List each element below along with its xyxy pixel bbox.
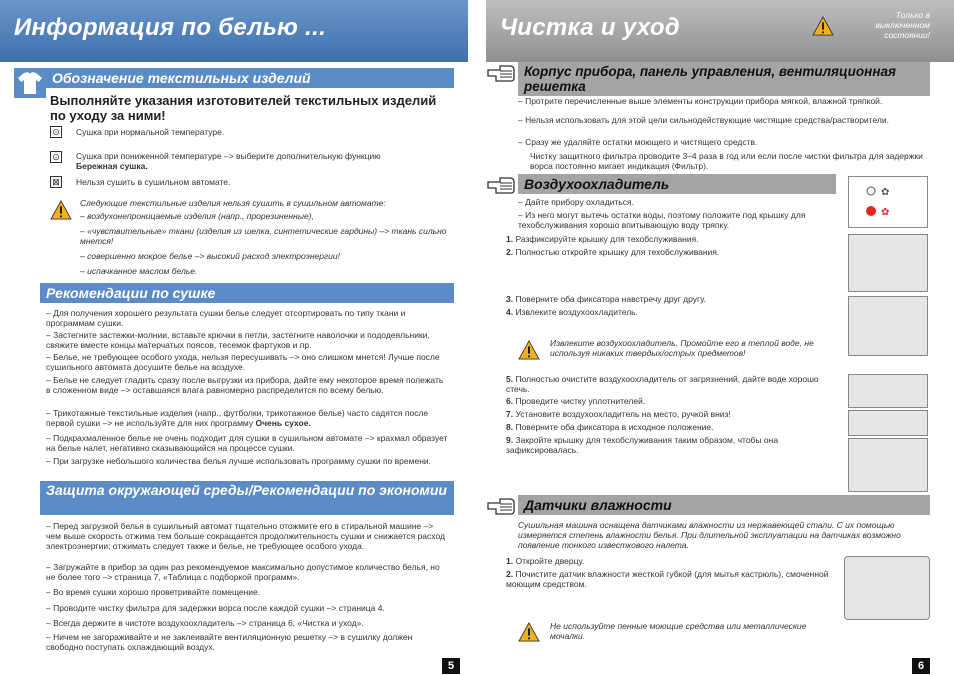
- header-note: Только в выключенном состоянии!: [875, 10, 930, 40]
- env-item: – Перед загрузкой белья в сушильный автомат тщательно отожмите его в стиральной машине –> чем выше скорость отжима тем больше сокращается продолжительность сушки и снижается расход электроэнергии; отжимать следует также и белье, не требующее особого ухода.: [46, 521, 445, 552]
- step: [506, 569, 836, 589]
- step-text: Полностью очистите воздухоохладитель от загрязнений, дайте воде хорошо стечь.: [506, 374, 819, 395]
- step-number: 9.: [506, 435, 514, 445]
- env-item: – Ничем не загораживайте и не заклеивайте вентиляционную решетку –> в сушилку должен свободно поступать охлаждающий воздух.: [46, 632, 413, 653]
- page-number: 5: [442, 658, 460, 674]
- step-text: Почистите датчик влажности жесткой губкой (для мытья кастрюль), смоченной моющим средством.: [506, 569, 829, 590]
- svg-text:✿: ✿: [881, 187, 890, 198]
- step-number: 5.: [506, 374, 514, 384]
- section-title-cooler: Воздухоохладитель: [518, 174, 836, 194]
- step-image-open-cover: [848, 234, 928, 292]
- step: [506, 556, 836, 566]
- step-number: 2.: [506, 247, 514, 257]
- right-page: [486, 0, 954, 675]
- drying-item: – Белье, не требующее особого ухода, нельзя пересушивать –> оно слишком мнется! Лучше после сушильного автомата досушите белье на воздухе.: [46, 352, 440, 373]
- step: [506, 422, 836, 432]
- env-item: – Всегда держите в чистоте воздухоохладитель –> страница 6, «Чистка и уход».: [46, 618, 364, 628]
- drying-item: – При загрузке небольшого количества белья лучше использовать программу сушки по времени.: [46, 456, 431, 466]
- symbol-text-4: Нельзя сушить в сушильном автомате.: [76, 177, 231, 187]
- warning-item: – «чувствительные» ткани (изделия из шелка, синтетические гардины) –> ткань сильно мнется!: [80, 226, 447, 247]
- step-number: 2.: [506, 569, 514, 579]
- sensor-intro: Сушильная машина оснащена датчиками влажности из нержавеющей стали. С их помощью измеряется степень влажности белья. При длительной эксплуатации на датчиках возможно появление тонкого известкового налета.: [518, 520, 901, 551]
- step-text: Проведите чистку уплотнителей.: [515, 396, 646, 406]
- housing-item: – Нельзя использовать для этой цели сильнодействующие чистящие средства/растворители.: [518, 115, 889, 125]
- step: [506, 234, 836, 244]
- env-item: – Проводите чистку фильтра для задержки ворса после каждой сушки –> страница 4.: [46, 603, 385, 613]
- warning-intro: Следующие текстильные изделия нельзя сушить в сушильном автомате:: [80, 198, 386, 208]
- pointing-hand-icon: [486, 495, 518, 517]
- page-number: 6: [912, 658, 930, 674]
- cooler-item: – Дайте прибору охладиться.: [518, 197, 634, 207]
- step: [506, 374, 836, 394]
- step-text: Полностью откройте крышку для техобслуживания.: [515, 247, 720, 257]
- housing-item: – Протрите перечисленные выше элементы конструкции прибора мягкой, влажной тряпкой.: [518, 96, 883, 106]
- warning-icon: [50, 200, 72, 220]
- step-text: Разфиксируйте крышку для техобслуживания.: [515, 234, 699, 244]
- drying-item: – Подкрахмаленное белье не очень подходит для сушки в сушильном автомате –> крахмал образует на белье налет, негативно сказывающийся на процессе сушки.: [46, 433, 448, 454]
- tshirt-icon: [14, 68, 46, 98]
- step-number: 1.: [506, 556, 514, 566]
- symbol-text-2: Сушка при пониженной температуре –> выберите дополнительную функцию: [76, 151, 381, 161]
- drying-item: [46, 408, 450, 428]
- step-number: 4.: [506, 307, 514, 317]
- housing-item: – Сразу же удаляйте остатки моющего и чистящего средств.: [518, 137, 758, 147]
- step-image-clean-cooler: [848, 374, 928, 408]
- warning-item: – совершенно мокрое белье –> высокий расход электроэнергии!: [80, 251, 340, 261]
- warning-icon: [518, 622, 540, 642]
- step-image-seals: [848, 410, 928, 436]
- step: [506, 247, 836, 257]
- step-number: 3.: [506, 294, 514, 304]
- step: [506, 435, 836, 455]
- step-text: Закройте крышку для техобслуживания таким образом, чтобы она зафиксировалась.: [506, 435, 779, 456]
- section-title-sensors: Датчики влажности: [518, 495, 930, 515]
- dot-symbol-icon: ⊙: [50, 151, 62, 163]
- filter-note: Чистку защитного фильтра проводите 3–4 раза в год или если после чистки фильтра для задержки ворса постоянно мигает индикация (Фильтр).: [530, 151, 923, 172]
- warning-item: – испачканное маслом белье.: [80, 266, 198, 276]
- left-page: [0, 0, 468, 675]
- symbol-text-3: Бережная сушка.: [76, 161, 148, 171]
- headline: Выполняйте указания изготовителей текстильных изделий по уходу за ними!: [50, 93, 437, 123]
- pointing-hand-icon: [486, 174, 518, 196]
- step-number: 7.: [506, 409, 514, 419]
- symbol-text-1: Сушка при нормальной температуре.: [76, 127, 225, 137]
- section-title-housing: Корпус прибора, панель управления, вентиляционная решетка: [518, 62, 930, 96]
- dot-symbol-icon: ⊙: [50, 126, 62, 138]
- step: [506, 294, 836, 304]
- step: [506, 396, 836, 406]
- drying-item: – Белье не следует гладить сразу после выгрузки из прибора, дайте ему некоторое время полежать в сложенном виде –> оставшаяся влага равномерно распределится по всему белью.: [46, 375, 444, 396]
- drying-item-text: – Трикотажные текстильные изделия (напр., футболки, трикотажное белье) часто садятся после первой сушки –> не используйте для них программу: [46, 408, 429, 429]
- section-title-drying: Рекомендации по сушке: [40, 283, 454, 303]
- step-text: Откройте дверцу.: [515, 556, 585, 566]
- section-title-environment: Защита окружающей среды/Рекомендации по экономии: [40, 481, 454, 515]
- program-name: Очень сухое.: [255, 418, 311, 429]
- step-text: Поверните оба фиксатора навстречу друг другу.: [515, 294, 706, 304]
- warning-item: – воздухонепроницаемые изделия (напр., прорезиненные),: [80, 211, 314, 221]
- env-item: – Загружайте в прибор за один раз рекомендуемое максимально допустимое количество белья, но не более того –> страница 7, «Таблица с подборкой программ».: [46, 562, 440, 583]
- step: [506, 409, 836, 419]
- step-text: Поверните оба фиксатора в исходное положение.: [515, 422, 714, 432]
- drying-item: – Застегните застежки-молнии, вставьте крючки в петли, застегните наволочки и пододеяльники, свяжите вместе концы матерчатых поясов, тесемок фартуков и пр.: [46, 330, 430, 351]
- svg-text:✿: ✿: [881, 207, 890, 218]
- pointing-hand-icon: [486, 62, 518, 84]
- step-image-sensor: [844, 556, 930, 620]
- warning-icon: [518, 340, 540, 360]
- step-text: Извлеките воздухоохладитель.: [515, 307, 638, 317]
- filter-indicator-image: [848, 176, 928, 228]
- step-image-close-cover: [848, 438, 928, 492]
- step-number: 1.: [506, 234, 514, 244]
- page-title: Информация по белью ...: [0, 0, 468, 62]
- step: [506, 307, 836, 317]
- sensor-warning: Не используйте пенные моющие средства или металлические мочалки.: [550, 621, 807, 642]
- cooler-warning: Извлеките воздухоохладитель. Промойте его в теплой воде, не используя никаких твердых/острых предметов!: [550, 338, 814, 359]
- step-number: 6.: [506, 396, 514, 406]
- step-number: 8.: [506, 422, 514, 432]
- drying-item: – Для получения хорошего результата сушки белье следует отсортировать по типу ткани и программам сушки.: [46, 308, 406, 329]
- cooler-item: – Из него могут вытечь остатки воды, поэтому положите под крышку для техобслуживания хорошо впитывающую воду тряпку.: [518, 210, 806, 231]
- warning-icon: [812, 16, 834, 36]
- section-title-symbols: Обозначение текстильных изделий: [46, 68, 454, 88]
- no-dry-symbol-icon: ⊠: [50, 176, 62, 188]
- step-image-remove-cooler: [848, 296, 928, 356]
- env-item: – Во время сушки хорошо проветривайте помещение.: [46, 587, 261, 597]
- page-title: Чистка и уход: [486, 0, 954, 62]
- step-text: Установите воздухоохладитель на место, ручкой вниз!: [515, 409, 731, 419]
